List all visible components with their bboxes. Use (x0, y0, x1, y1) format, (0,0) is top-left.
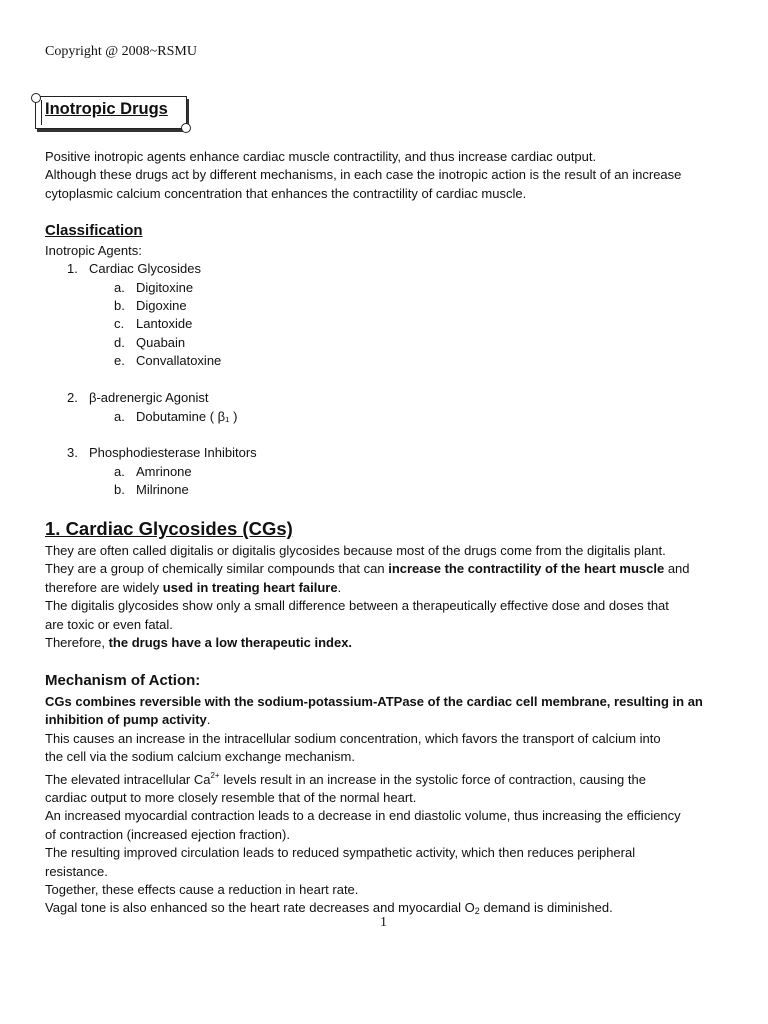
sub-list-item: b. Digoxine (114, 298, 187, 313)
sub-list-item: b. Milrinone (114, 482, 189, 497)
page-title: Inotropic Drugs (45, 100, 168, 118)
list-label: β-adrenergic Agonist (89, 390, 209, 405)
intro-line: Although these drugs act by different mechanisms, in each case the inotropic action is the result of an increase (45, 167, 682, 183)
list-number: 2. (67, 390, 78, 405)
list-item (67, 389, 209, 407)
sub-list-item: e. Convallatoxine (114, 353, 222, 368)
list-label: Cardiac Glycosides (89, 261, 201, 276)
cg-paragraph: They are often called digitalis or digitalis glycosides because most of the drugs come from the digitalis plant. They are a group of chemically similar compounds that can increase the contractility of the heart muscle and therefore are widely used in treating heart failure. The digitalis glycosides show only a small difference between a therapeutically effective dose and doses that are toxic or even fatal. Therefore, the drugs have a low therapeutic index. (45, 543, 690, 651)
list-item (67, 260, 201, 278)
sub-list-item: c. Lantoxide (114, 316, 193, 331)
sub-list-item: a. Amrinone (114, 464, 192, 479)
page-number: 1 (380, 915, 387, 930)
sub-list-item: a. Digitoxine (114, 280, 194, 295)
list-item (67, 444, 257, 462)
list-number: 3. (67, 445, 78, 460)
list-number: 1. (67, 261, 78, 276)
intro-line: cytoplasmic calcium concentration that enhances the contractility of cardiac muscle. (45, 185, 527, 201)
list-label: Phosphodiesterase Inhibitors (89, 445, 257, 460)
mechanism-heading: Mechanism of Action: (45, 672, 201, 689)
section-heading-cardiac-glycosides: 1. Cardiac Glycosides (CGs) (45, 518, 293, 539)
classification-subheading: Inotropic Agents: (45, 243, 142, 258)
mechanism-paragraph: CGs combines reversible with the sodium-potassium-ATPase of the cardiac cell membrane, resulting in an inhibition of pump activity. This causes an increase in the intracellular sodium concentration, which favors the transport of calcium into the cell via the sodium calcium exchange mechanism. The elevated intracellular $Ca^{2+}$ levels result in an increase in the systolic force of contraction, causing the cardiac output to more closely resemble that of the normal heart. An increased myocardial contraction leads to a decrease in end diastolic volume, thus increasing the efficiency of contraction (increased ejection fraction). The resulting improved circulation leads to reduced sympathetic activity, which then reduces peripheral resistance. Together, these effects cause a reduction in heart rate. Vagal tone is also enhanced so the heart rate decreases and myocardial $O_2$ demand is diminished. (45, 694, 703, 917)
sub-list-item: a. Dobutamine ( β₁ ) (114, 409, 238, 424)
copyright-text: Copyright @ 2008~RSMU (45, 44, 197, 59)
intro-line: Positive inotropic agents enhance cardiac muscle contractility, and thus increase cardiac output. (45, 149, 597, 164)
intro-paragraph (45, 148, 735, 203)
sub-list-item: d. Quabain (114, 335, 186, 350)
classification-heading: Classification (45, 222, 143, 239)
